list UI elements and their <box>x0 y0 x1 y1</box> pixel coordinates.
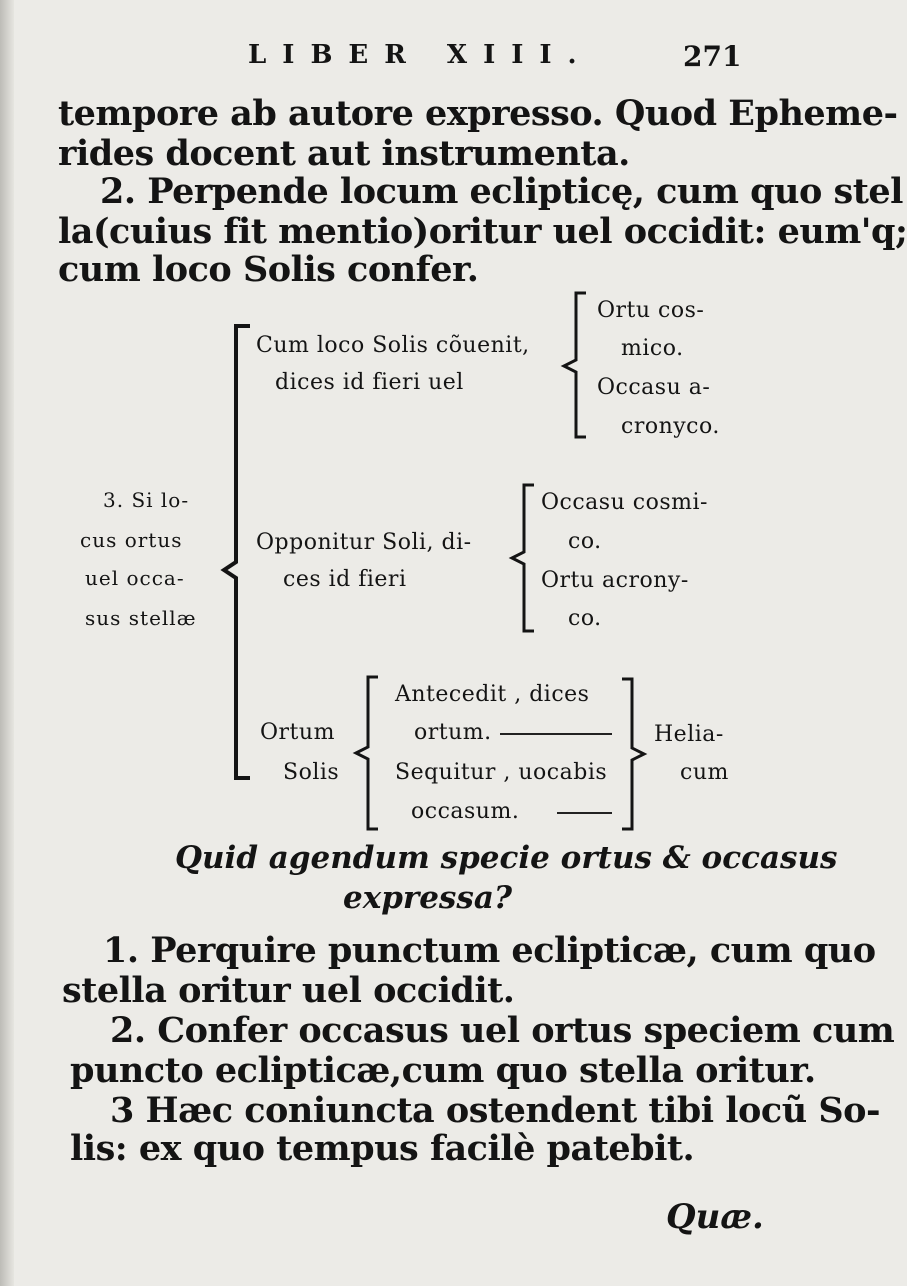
text-line: puncto eclipticæ,cum quo stella oritur. <box>70 1050 816 1091</box>
text-line: cum loco Solis confer. <box>58 249 479 290</box>
branch2-text: Opponitur Soli, di- <box>256 530 472 555</box>
text-line: tempore ab autore expresso. Quod Epheme- <box>58 93 898 134</box>
question-heading: expressa? <box>343 880 513 916</box>
branch1-option: mico. <box>621 336 684 361</box>
branch3-option: ortum. <box>414 720 492 745</box>
running-head: LIBER XIII. <box>248 40 593 70</box>
branch3-text: Ortum <box>260 720 335 745</box>
root-label-line: uel occa- <box>85 566 185 590</box>
branch2-option: Occasu cosmi- <box>541 490 708 515</box>
question-heading: Quid agendum specie ortus & occasus <box>175 840 838 876</box>
text-line: stella oritur uel occidit. <box>62 970 515 1011</box>
text-line: rides docent aut instrumenta. <box>58 133 630 174</box>
branch3-option: occasum. <box>411 799 520 824</box>
branch1-text: dices id fieri uel <box>275 370 464 395</box>
main-brace <box>220 322 254 782</box>
branch3-result: Helia- <box>654 722 724 747</box>
text-line: 2. Perpende locum eclipticę, cum quo stel <box>100 171 903 212</box>
branch2-option: co. <box>568 529 602 554</box>
root-label-line: 3. Si lo- <box>103 488 190 512</box>
catchword: Quæ. <box>666 1197 764 1237</box>
branch2-option: co. <box>568 606 602 631</box>
root-label-line: cus ortus <box>80 528 183 552</box>
branch1-brace <box>560 290 590 440</box>
branch3-text: Solis <box>283 760 340 785</box>
branch1-option: Occasu a- <box>597 375 711 400</box>
branch3-option: Sequitur , uocabis <box>395 760 608 785</box>
dash-rule <box>500 733 612 735</box>
page-number: 271 <box>683 40 742 73</box>
branch2-option: Ortu acrony- <box>541 568 689 593</box>
branch1-text: Cum loco Solis cõuenit, <box>256 333 530 358</box>
branch3-brace <box>352 674 382 832</box>
branch2-text: ces id fieri <box>283 567 407 592</box>
dash-rule <box>557 812 612 814</box>
text-line: 1. Perquire punctum eclipticæ, cum quo <box>103 930 876 971</box>
branch3-option: Antecedit , dices <box>395 682 590 707</box>
text-line: lis: ex quo tempus facilè patebit. <box>70 1128 695 1169</box>
branch3-closing-brace <box>618 676 648 832</box>
text-line: 2. Confer occasus uel ortus speciem cum <box>110 1010 895 1051</box>
branch1-option: cronyco. <box>621 414 720 439</box>
text-line: la(cuius fit mentio)oritur uel occidit: eum'q; <box>58 211 907 252</box>
page-edge <box>0 0 14 1286</box>
branch1-option: Ortu cos- <box>597 298 705 323</box>
branch3-result: cum <box>680 760 729 785</box>
text-line: 3 Hæc coniuncta ostendent tibi locũ So- <box>110 1090 880 1131</box>
branch2-brace <box>508 482 538 634</box>
root-label-line: sus stellæ <box>85 606 197 630</box>
